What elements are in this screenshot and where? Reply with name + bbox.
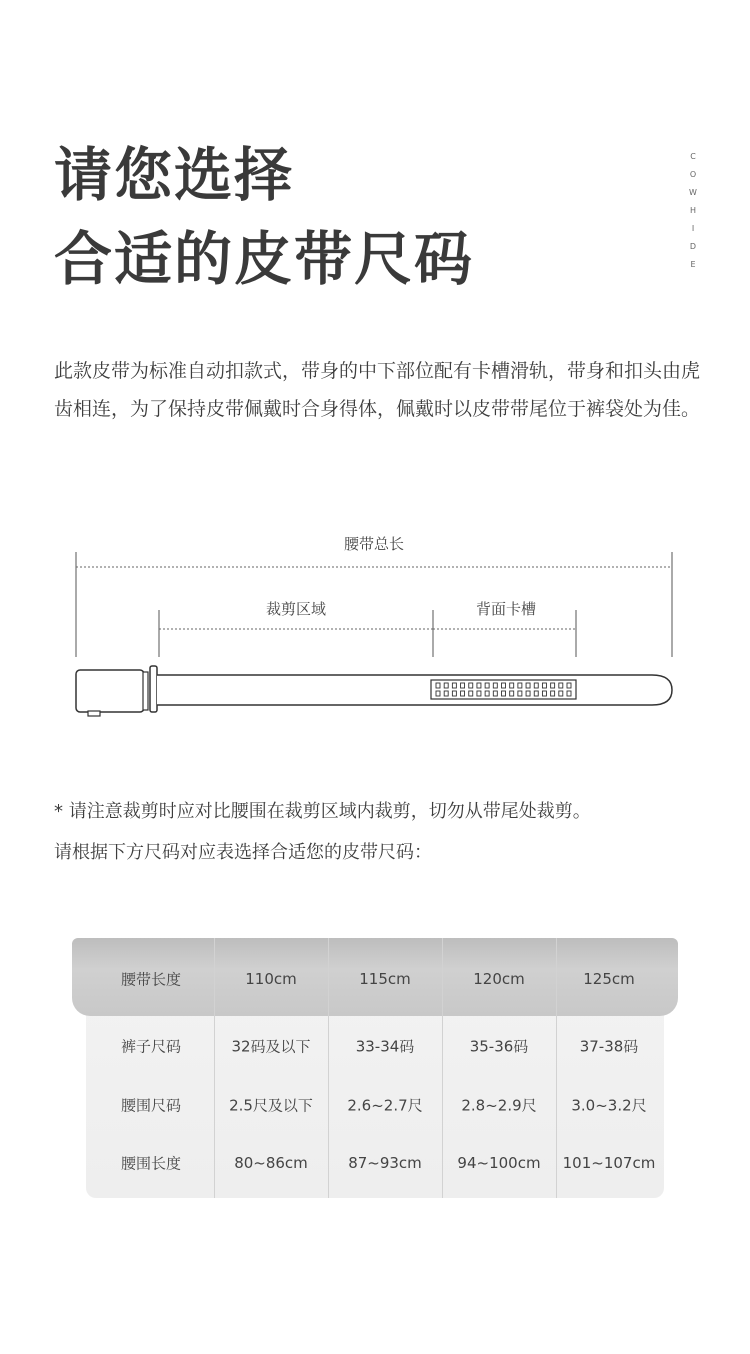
slot-hole xyxy=(444,683,448,688)
buckle-body xyxy=(76,670,144,712)
buckle-frame xyxy=(150,666,157,712)
belt-strap xyxy=(157,675,672,705)
slot-hole xyxy=(542,683,546,688)
slot-hole xyxy=(510,683,514,688)
row-label-cell: 裤子尺码 xyxy=(120,1037,181,1056)
slot-hole xyxy=(518,691,522,696)
side-letter: D xyxy=(689,242,697,251)
slot-hole xyxy=(542,691,546,696)
slot-hole xyxy=(444,691,448,696)
slot-hole xyxy=(559,683,563,688)
side-letter: E xyxy=(690,260,696,269)
header-cell: 125cm xyxy=(583,970,635,988)
slot-hole xyxy=(526,691,530,696)
size-selection-note: 请根据下方尺码对应表选择合适您的皮带尺码： xyxy=(54,842,432,863)
intro-paragraph: 此款皮带为标准自动扣款式，带身的中下部位配有卡槽滑轨，带身和扣头由虎齿相连，为了保持皮带佩戴时合身得体，佩戴时以皮带带尾位于裤袋处为佳。 xyxy=(54,360,701,420)
table-cell: 32码及以下 xyxy=(231,1037,311,1056)
slot-hole xyxy=(551,683,555,688)
header-cell: 腰带长度 xyxy=(120,970,181,989)
table-cell: 3.0~3.2尺 xyxy=(571,1096,647,1115)
header-cell: 120cm xyxy=(473,970,525,988)
slot-hole xyxy=(461,683,465,688)
page-title-line-2: 合适的皮带尺码 xyxy=(54,225,475,293)
buckle-connector xyxy=(143,672,148,710)
slot-hole xyxy=(452,683,456,688)
slot-hole xyxy=(518,683,522,688)
slot-hole xyxy=(526,683,530,688)
slot-hole xyxy=(510,691,514,696)
slot-hole xyxy=(469,691,473,696)
slot-hole xyxy=(485,683,489,688)
table-cell: 2.5尺及以下 xyxy=(229,1096,313,1115)
back-slot-label: 背面卡槽 xyxy=(475,600,537,618)
slot-hole xyxy=(436,691,440,696)
cut-warning-note: * 请注意裁剪时应对比腰围在裁剪区域内裁剪，切勿从带尾处裁剪。 xyxy=(54,801,591,822)
table-cell: 80~86cm xyxy=(234,1154,308,1172)
slot-hole xyxy=(461,691,465,696)
slot-hole xyxy=(567,691,571,696)
cut-area-label: 裁剪区域 xyxy=(265,600,327,618)
table-cell: 94~100cm xyxy=(457,1154,541,1172)
buckle-clip xyxy=(88,711,100,716)
side-letter: O xyxy=(689,170,697,179)
slot-hole xyxy=(551,691,555,696)
size-table xyxy=(72,938,678,1198)
slot-hole xyxy=(452,691,456,696)
slot-hole xyxy=(493,691,497,696)
side-letter: C xyxy=(690,152,696,161)
slot-hole xyxy=(534,683,538,688)
slot-hole xyxy=(534,691,538,696)
header-cell: 110cm xyxy=(245,970,297,988)
slot-hole xyxy=(436,683,440,688)
table-cell: 101~107cm xyxy=(562,1154,656,1172)
slot-hole xyxy=(485,691,489,696)
table-cell: 87~93cm xyxy=(348,1154,422,1172)
slot-hole xyxy=(502,691,506,696)
belt-diagram xyxy=(0,520,750,730)
slot-hole xyxy=(559,691,563,696)
side-letter: W xyxy=(689,188,697,197)
table-cell: 37-38码 xyxy=(579,1037,639,1056)
slot-hole xyxy=(493,683,497,688)
slot-hole xyxy=(477,683,481,688)
slot-hole xyxy=(502,683,506,688)
row-label-cell: 腰围尺码 xyxy=(120,1096,181,1115)
side-decorative-word xyxy=(688,148,698,274)
total-length-label: 腰带总长 xyxy=(343,535,405,553)
slot-hole xyxy=(477,691,481,696)
page-title-line-1: 请您选择 xyxy=(54,141,295,209)
slot-hole xyxy=(567,683,571,688)
table-cell: 2.8~2.9尺 xyxy=(461,1096,537,1115)
table-cell: 35-36码 xyxy=(469,1037,529,1056)
side-letter: H xyxy=(689,206,696,215)
table-cell: 33-34码 xyxy=(355,1037,415,1056)
table-cell: 2.6~2.7尺 xyxy=(347,1096,423,1115)
header-cell: 115cm xyxy=(359,970,411,988)
slot-hole xyxy=(469,683,473,688)
side-letter: I xyxy=(691,224,695,233)
row-label-cell: 腰围长度 xyxy=(120,1154,181,1173)
